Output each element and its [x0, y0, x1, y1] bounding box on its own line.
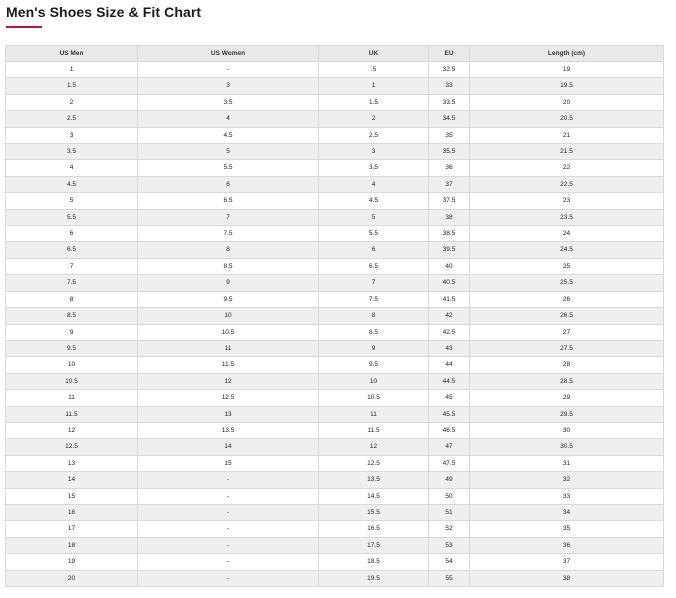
- cell-eu: 38.5: [429, 226, 470, 242]
- cell-uk: 7: [319, 275, 429, 291]
- table-row: [6, 160, 664, 176]
- cell-eu: 52: [429, 521, 470, 537]
- cell-eu: 50: [429, 488, 470, 504]
- cell-eu: 37.5: [429, 193, 470, 209]
- table-row: [6, 308, 664, 324]
- cell-length-cm: 24: [470, 226, 664, 242]
- cell-us-women: 15: [138, 455, 319, 471]
- cell-eu: 46.5: [429, 422, 470, 438]
- cell-eu: 42.5: [429, 324, 470, 340]
- cell-us-men: 5: [6, 193, 138, 209]
- cell-eu: 33: [429, 78, 470, 94]
- cell-us-women: 3: [138, 78, 319, 94]
- cell-length-cm: 27: [470, 324, 664, 340]
- cell-us-women: 13: [138, 406, 319, 422]
- table-header: [6, 46, 664, 62]
- cell-us-men: 18: [6, 537, 138, 553]
- cell-us-women: 7.5: [138, 226, 319, 242]
- cell-us-men: 11.5: [6, 406, 138, 422]
- cell-uk: 17.5: [319, 537, 429, 553]
- cell-length-cm: 34: [470, 504, 664, 520]
- cell-eu: 49: [429, 472, 470, 488]
- cell-length-cm: 26.5: [470, 308, 664, 324]
- table-row: [6, 209, 664, 225]
- cell-us-men: 4.5: [6, 176, 138, 192]
- cell-eu: 39.5: [429, 242, 470, 258]
- cell-uk: 8: [319, 308, 429, 324]
- cell-uk: 19.5: [319, 570, 429, 586]
- cell-eu: 40: [429, 258, 470, 274]
- cell-length-cm: 25.5: [470, 275, 664, 291]
- cell-uk: 5: [319, 209, 429, 225]
- cell-uk: 11: [319, 406, 429, 422]
- cell-eu: 55: [429, 570, 470, 586]
- cell-length-cm: 30.5: [470, 439, 664, 455]
- cell-uk: 9: [319, 340, 429, 356]
- cell-eu: 45.5: [429, 406, 470, 422]
- cell-us-men: 12: [6, 422, 138, 438]
- cell-eu: 53: [429, 537, 470, 553]
- cell-eu: 47: [429, 439, 470, 455]
- cell-us-men: 7: [6, 258, 138, 274]
- cell-us-men: 1.5: [6, 78, 138, 94]
- cell-uk: 10: [319, 373, 429, 389]
- table-row: [6, 127, 664, 143]
- cell-us-women: 8: [138, 242, 319, 258]
- header-us-women: US Women: [138, 46, 319, 62]
- cell-length-cm: 24.5: [470, 242, 664, 258]
- cell-us-women: 10: [138, 308, 319, 324]
- cell-uk: 12: [319, 439, 429, 455]
- table-row: [6, 226, 664, 242]
- cell-us-men: 5.5: [6, 209, 138, 225]
- header-us-men: US Men: [6, 46, 138, 62]
- cell-us-women: -: [138, 537, 319, 553]
- size-chart-table: [5, 45, 664, 587]
- cell-us-women: 8.5: [138, 258, 319, 274]
- cell-length-cm: 28.5: [470, 373, 664, 389]
- cell-us-women: 12.5: [138, 390, 319, 406]
- cell-eu: 38: [429, 209, 470, 225]
- cell-us-women: 4.5: [138, 127, 319, 143]
- cell-us-women: 14: [138, 439, 319, 455]
- cell-us-women: 11.5: [138, 357, 319, 373]
- cell-us-women: 5: [138, 144, 319, 160]
- cell-uk: 6.5: [319, 258, 429, 274]
- cell-length-cm: 38: [470, 570, 664, 586]
- table-body: [6, 62, 664, 587]
- cell-length-cm: 33: [470, 488, 664, 504]
- cell-eu: 34.5: [429, 111, 470, 127]
- cell-us-men: 8.5: [6, 308, 138, 324]
- page-title: Men's Shoes Size & Fit Chart: [6, 4, 202, 20]
- cell-us-women: 10.5: [138, 324, 319, 340]
- cell-uk: 4.5: [319, 193, 429, 209]
- table-row: [6, 193, 664, 209]
- table-row: [6, 406, 664, 422]
- cell-us-men: 11: [6, 390, 138, 406]
- table-row: [6, 62, 664, 78]
- table-row: [6, 488, 664, 504]
- table-row: [6, 340, 664, 356]
- cell-length-cm: 21.5: [470, 144, 664, 160]
- cell-uk: 10.5: [319, 390, 429, 406]
- header-uk: UK: [319, 46, 429, 62]
- cell-us-women: -: [138, 472, 319, 488]
- cell-uk: 2.5: [319, 127, 429, 143]
- cell-uk: 5.5: [319, 226, 429, 242]
- cell-us-men: 6: [6, 226, 138, 242]
- cell-eu: 35.5: [429, 144, 470, 160]
- cell-eu: 45: [429, 390, 470, 406]
- cell-us-men: 1: [6, 62, 138, 78]
- cell-uk: 8.5: [319, 324, 429, 340]
- cell-length-cm: 23: [470, 193, 664, 209]
- cell-us-women: -: [138, 521, 319, 537]
- cell-us-men: 9: [6, 324, 138, 340]
- header-length-cm: Length (cm): [470, 46, 664, 62]
- cell-eu: 41.5: [429, 291, 470, 307]
- table-row: [6, 357, 664, 373]
- cell-uk: 3: [319, 144, 429, 160]
- table-row: [6, 275, 664, 291]
- cell-length-cm: 20: [470, 94, 664, 110]
- cell-length-cm: 22: [470, 160, 664, 176]
- table-row: [6, 554, 664, 570]
- cell-length-cm: 35: [470, 521, 664, 537]
- cell-uk: .5: [319, 62, 429, 78]
- header-row: [6, 46, 664, 62]
- table-row: [6, 521, 664, 537]
- cell-us-men: 8: [6, 291, 138, 307]
- cell-uk: 6: [319, 242, 429, 258]
- cell-us-women: 4: [138, 111, 319, 127]
- cell-us-men: 4: [6, 160, 138, 176]
- cell-uk: 13.5: [319, 472, 429, 488]
- header-eu: EU: [429, 46, 470, 62]
- table-row: [6, 111, 664, 127]
- table-row: [6, 144, 664, 160]
- cell-length-cm: 32: [470, 472, 664, 488]
- cell-uk: 4: [319, 176, 429, 192]
- cell-us-men: 3: [6, 127, 138, 143]
- cell-us-women: -: [138, 488, 319, 504]
- table-row: [6, 422, 664, 438]
- cell-us-women: -: [138, 62, 319, 78]
- cell-length-cm: 26: [470, 291, 664, 307]
- cell-eu: 33.5: [429, 94, 470, 110]
- cell-uk: 1.5: [319, 94, 429, 110]
- cell-eu: 35: [429, 127, 470, 143]
- cell-length-cm: 30: [470, 422, 664, 438]
- cell-us-men: 6.5: [6, 242, 138, 258]
- cell-eu: 42: [429, 308, 470, 324]
- cell-eu: 47.5: [429, 455, 470, 471]
- cell-us-men: 9.5: [6, 340, 138, 356]
- cell-us-men: 12.5: [6, 439, 138, 455]
- cell-uk: 9.5: [319, 357, 429, 373]
- cell-uk: 3.5: [319, 160, 429, 176]
- cell-us-women: 13.5: [138, 422, 319, 438]
- cell-us-women: 11: [138, 340, 319, 356]
- cell-length-cm: 20.5: [470, 111, 664, 127]
- cell-length-cm: 37: [470, 554, 664, 570]
- cell-length-cm: 28: [470, 357, 664, 373]
- cell-us-women: 9: [138, 275, 319, 291]
- cell-length-cm: 21: [470, 127, 664, 143]
- cell-eu: 36: [429, 160, 470, 176]
- cell-us-men: 20: [6, 570, 138, 586]
- cell-us-women: 12: [138, 373, 319, 389]
- cell-us-men: 16: [6, 504, 138, 520]
- table-row: [6, 242, 664, 258]
- cell-length-cm: 36: [470, 537, 664, 553]
- cell-length-cm: 25: [470, 258, 664, 274]
- cell-us-women: -: [138, 554, 319, 570]
- cell-us-men: 3.5: [6, 144, 138, 160]
- cell-length-cm: 23.5: [470, 209, 664, 225]
- cell-us-men: 17: [6, 521, 138, 537]
- cell-uk: 2: [319, 111, 429, 127]
- cell-length-cm: 19: [470, 62, 664, 78]
- table-row: [6, 439, 664, 455]
- cell-eu: 54: [429, 554, 470, 570]
- table-row: [6, 324, 664, 340]
- cell-eu: 51: [429, 504, 470, 520]
- table-row: [6, 537, 664, 553]
- title-underline: [6, 26, 42, 28]
- cell-length-cm: 22.5: [470, 176, 664, 192]
- cell-eu: 40.5: [429, 275, 470, 291]
- cell-uk: 16.5: [319, 521, 429, 537]
- cell-us-women: 9.5: [138, 291, 319, 307]
- table-row: [6, 455, 664, 471]
- table-row: [6, 258, 664, 274]
- cell-length-cm: 19.5: [470, 78, 664, 94]
- table-row: [6, 570, 664, 586]
- table-row: [6, 94, 664, 110]
- cell-us-men: 10.5: [6, 373, 138, 389]
- cell-length-cm: 31: [470, 455, 664, 471]
- table-row: [6, 78, 664, 94]
- cell-eu: 32.5: [429, 62, 470, 78]
- table-row: [6, 373, 664, 389]
- cell-us-men: 14: [6, 472, 138, 488]
- cell-us-women: 6: [138, 176, 319, 192]
- cell-eu: 44: [429, 357, 470, 373]
- cell-us-women: -: [138, 504, 319, 520]
- cell-us-women: 3.5: [138, 94, 319, 110]
- cell-us-men: 2.5: [6, 111, 138, 127]
- cell-us-men: 10: [6, 357, 138, 373]
- cell-uk: 1: [319, 78, 429, 94]
- cell-length-cm: 27.5: [470, 340, 664, 356]
- table-row: [6, 390, 664, 406]
- table-row: [6, 504, 664, 520]
- cell-uk: 15.5: [319, 504, 429, 520]
- cell-us-men: 7.5: [6, 275, 138, 291]
- cell-us-women: 5.5: [138, 160, 319, 176]
- cell-us-women: 7: [138, 209, 319, 225]
- cell-length-cm: 29.5: [470, 406, 664, 422]
- cell-us-men: 2: [6, 94, 138, 110]
- cell-uk: 11.5: [319, 422, 429, 438]
- cell-uk: 7.5: [319, 291, 429, 307]
- table-row: [6, 472, 664, 488]
- cell-eu: 44.5: [429, 373, 470, 389]
- cell-eu: 37: [429, 176, 470, 192]
- cell-uk: 14.5: [319, 488, 429, 504]
- cell-us-women: -: [138, 570, 319, 586]
- cell-uk: 12.5: [319, 455, 429, 471]
- cell-uk: 18.5: [319, 554, 429, 570]
- cell-us-men: 15: [6, 488, 138, 504]
- cell-eu: 43: [429, 340, 470, 356]
- table-row: [6, 176, 664, 192]
- cell-length-cm: 29: [470, 390, 664, 406]
- cell-us-women: 6.5: [138, 193, 319, 209]
- cell-us-men: 13: [6, 455, 138, 471]
- table-row: [6, 291, 664, 307]
- cell-us-men: 19: [6, 554, 138, 570]
